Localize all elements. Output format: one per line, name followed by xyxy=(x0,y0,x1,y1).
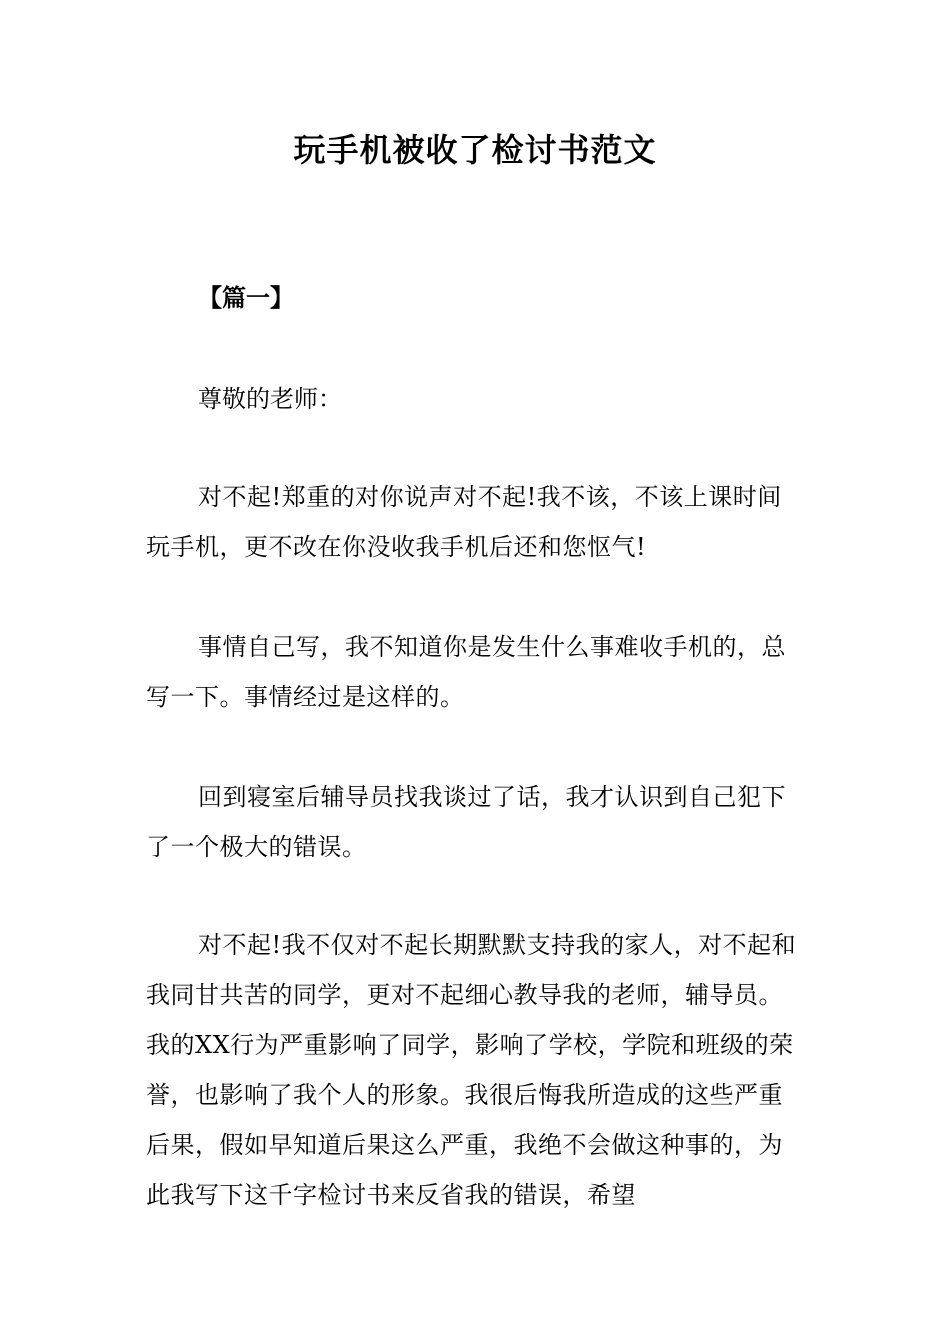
paragraph-4-block xyxy=(146,920,806,1220)
paragraph-2-block xyxy=(146,622,806,722)
section-heading xyxy=(146,273,806,323)
section-label: 【篇一】 xyxy=(198,284,294,312)
paragraph: 事情自己写，我不知道你是发生什么事难收手机的，总写一下。事情经过是这样的。 xyxy=(146,633,786,711)
document-title: 玩手机被收了检讨书范文 xyxy=(293,131,657,169)
paragraph: 对不起!我不仅对不起长期默默支持我的家人，对不起和我同甘共苦的同学，更对不起细心教导我的老师，辅导员。我的XX行为严重影响了同学，影响了学校，学院和班级的荣誉，也影响了我个人的形象。我很后悔我所造成的这些严重后果，假如早知道后果这么严重，我绝不会做这种事的，为此我写下这千字检讨书来反省我的错误，希望 xyxy=(146,931,797,1209)
paragraph-1-block xyxy=(146,472,806,572)
salutation: 尊敬的老师： xyxy=(198,385,342,413)
paragraph-3-block xyxy=(146,772,806,872)
paragraph: 对不起!郑重的对你说声对不起!我不该，不该上课时间玩手机，更不改在你没收我手机后还和您怄气! xyxy=(146,483,782,561)
paragraph: 回到寝室后辅导员找我谈过了话，我才认识到自己犯下了一个极大的错误。 xyxy=(146,783,786,861)
